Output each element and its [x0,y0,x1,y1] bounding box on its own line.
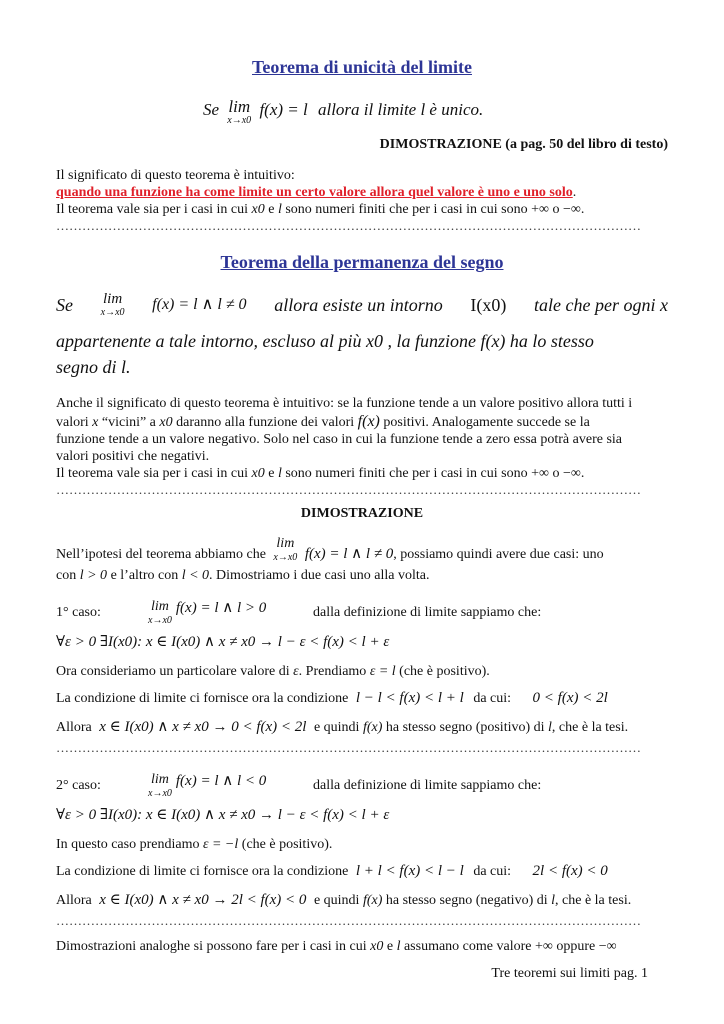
validity-text-1: Il teorema vale sia per i casi in cui x0 e l sono numeri finiti che per i casi in cui sono +∞ o −∞. [56,202,585,217]
limit-operator-2: lim x→x0 [100,291,125,318]
case2-epsilon: In questo caso prendiamo ε = −l (che è positivo). [56,837,333,852]
dimostrazione-reference: DIMOSTRAZIONE (a pag. 50 del libro di testo) [379,137,668,152]
case1-definition: dalla definizione di limite sappiamo che: [313,605,542,620]
se-word-2: Se [56,295,73,315]
intuitive-text-1: Il significato di questo teorema è intuitivo: [56,168,295,183]
theorem2-clause-1: allora esiste un intorno [274,295,443,315]
validity-text-2: Il teorema vale sia per i casi in cui x0 e l sono numeri finiti che per i casi in cui sono +∞ o −∞. [56,466,585,481]
separator-dots-3: ……………………………………………………………………………………………………………………… [56,740,641,755]
theorem2-statement [56,292,668,380]
limit-expression-2: f(x) = l ∧ l ≠ 0 [152,296,247,313]
para2-line4: valori positivi che negativi. [56,449,210,464]
theorem2-line2: appartenente a tale intorno, escluso al più x0 , la funzione f(x) ha lo stesso [56,331,594,351]
hypothesis-line-2: con l > 0 e l’altro con l < 0. Dimostriamo i due casi uno alla volta. [56,568,430,583]
case2-condition: La condizione di limite ci fornisce ora la condizione l + l < f(x) < l − l da cui: 2l < f(x) < 0 [56,863,608,879]
case2-formula: ∀ε > 0 ∃I(x0): x ∈ I(x0) ∧ x ≠ x0 → l − ε < f(x) < l + ε [56,807,390,823]
final-remark: Dimostrazioni analoghe si possono fare per i casi in cui x0 e l assumano come valore +∞ oppure −∞ [56,939,617,954]
se-word: Se [203,100,220,119]
title-permanenza-segno: Teorema della permanenza del segno [220,252,504,272]
limit-operator: lim x→x0 [227,97,252,126]
red-statement: quando una funzione ha come limite un certo valore allora quel valore è uno e uno solo [56,185,573,200]
limit-expression: f(x) = l [259,100,308,119]
case1-label: 1° caso: [56,605,101,620]
intorno-symbol: I(x0) [470,295,507,315]
case2-allora: Allora x ∈ I(x0) ∧ x ≠ x0 → 2l < f(x) < 0 e quindi f(x) ha stesso segno (negativo) di l, che è la tesi. [56,892,632,908]
case2-label: 2° caso: [56,778,101,793]
case1-formula: ∀ε > 0 ∃I(x0): x ∈ I(x0) ∧ x ≠ x0 → l − ε < f(x) < l + ε [56,634,390,650]
theorem1-conclusion: allora il limite l è unico. [317,100,484,119]
separator-dots-4: ……………………………………………………………………………………………………………………… [56,913,641,928]
theorem2-clause-2: tale che per ogni x [533,295,668,315]
title-unicita: Teorema di unicità del limite [252,57,472,77]
limit-operator-3: lim x→x0 [273,536,298,563]
case1-allora: Allora x ∈ I(x0) ∧ x ≠ x0 → 0 < f(x) < 2l e quindi f(x) ha stesso segno (positivo) di l, che è la tesi. [56,719,629,735]
case1-condition: La condizione di limite ci fornisce ora la condizione l − l < f(x) < l + l da cui: 0 < f(x) < 2l [56,690,608,706]
case2-limit: lim x→x0 f(x) = l ∧ l < 0 [148,772,267,799]
red-statement-line: quando una funzione ha come limite un certo valore allora quel valore è uno e uno solo. [56,185,577,200]
separator-dots-2: ……………………………………………………………………………………………………………………… [56,482,641,497]
dimostrazione-title: DIMOSTRAZIONE [300,506,424,521]
para2-line2: valori x “vicini” a x0 daranno alla funzione dei valori f(x) positivi. Analogamente succede se la [56,413,590,430]
case2-definition: dalla definizione di limite sappiamo che: [313,778,542,793]
para2-line3: funzione tende a un valore negativo. Solo nel caso in cui la funzione tende a zero essa potrà avere sia [56,432,622,447]
hypothesis-line: Nell’ipotesi del teorema abbiamo che lim x→x0 f(x) = l ∧ l ≠ 0, possiamo quindi avere due casi: uno [56,536,604,563]
theorem2-line3: segno di l. [56,357,131,377]
separator-dots-1: ……………………………………………………………………………………………………………………… [56,218,641,233]
theorem1-statement [203,97,484,128]
case1-limit: lim x→x0 f(x) = l ∧ l > 0 [148,599,267,626]
case1-epsilon: Ora consideriamo un particolare valore di ε. Prendiamo ε = l (che è positivo). [56,664,490,679]
page-footer: Tre teoremi sui limiti pag. 1 [491,966,648,981]
para2-line1: Anche il significato di questo teorema è intuitivo: se la funzione tende a un valore positivo allora tutti i [56,396,633,411]
